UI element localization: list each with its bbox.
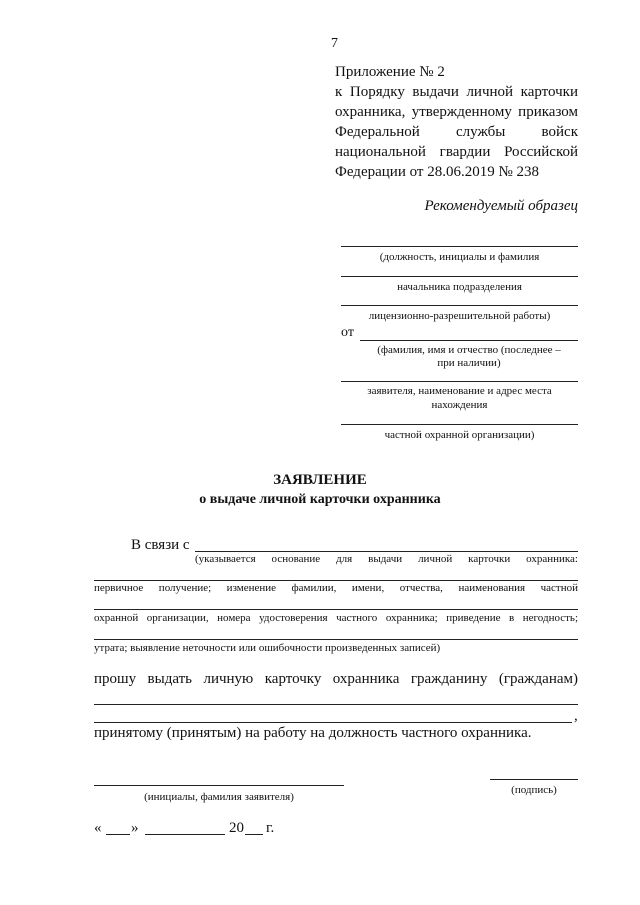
signature-line[interactable] — [490, 779, 578, 780]
addressee-line-2[interactable] — [341, 276, 578, 277]
date-close-quote: » — [131, 820, 139, 836]
appendix-line-3: охранника, утвержденному приказом — [335, 104, 578, 120]
from-label: от — [341, 325, 354, 340]
reason-hint-1: (указывается основание для выдачи личной карточки охранника: — [195, 553, 578, 565]
applicant-caption-b: при наличии) — [437, 357, 501, 369]
applicant-caption-a: (фамилия, имя и отчество (последнее – — [377, 344, 561, 356]
request-line-1: прошу выдать личную карточку охранника гражданину (гражданам) — [94, 671, 578, 687]
date-open-quote: « — [94, 820, 102, 836]
reason-hint-3: охранной организации, номера удостоверения частного охранника; приведение в негодность; — [94, 612, 578, 624]
reason-label: В связи с — [131, 537, 190, 553]
date-month-line[interactable] — [145, 834, 225, 835]
reason-line-1[interactable] — [195, 551, 578, 552]
date-year-line[interactable] — [245, 834, 263, 835]
appendix-line-1: Приложение № 2 — [335, 64, 445, 80]
reason-hint-4: утрата; выявление неточности или ошибочности произведенных записей) — [94, 642, 441, 654]
document-subtitle: о выдаче личной карточки охранника — [199, 492, 441, 507]
request-line-2: принятому (принятым) на работу на должность частного охранника. — [94, 725, 532, 741]
signature-caption: (подпись) — [511, 784, 557, 796]
appendix-line-5: национальной гвардии Российской — [335, 144, 578, 160]
reason-line-4[interactable] — [94, 639, 578, 640]
addressee-caption-1: (должность, инициалы и фамилия — [379, 251, 540, 263]
citizen-line-1[interactable] — [94, 704, 578, 705]
citizen-line-2[interactable] — [94, 722, 572, 723]
reason-line-3[interactable] — [94, 609, 578, 610]
addressee-caption-6: частной охранной организации) — [384, 429, 535, 441]
addressee-caption-5b: нахождения — [431, 399, 488, 411]
recommended-sample-label: Рекомендуемый образец — [424, 198, 578, 214]
page-number: 7 — [331, 36, 338, 51]
appendix-line-2: к Порядку выдачи личной карточки — [335, 84, 578, 100]
appendix-line-4: Федеральной службы войск — [335, 124, 578, 140]
applicant-name-signature-line[interactable] — [94, 785, 344, 786]
addressee-caption-5a: заявителя, наименование и адрес места — [367, 385, 552, 397]
request-comma: , — [574, 708, 578, 724]
addressee-caption-3: лицензионно-разрешительной работы) — [368, 310, 551, 322]
applicant-name-caption: (инициалы, фамилия заявителя) — [144, 791, 294, 803]
applicant-name-line[interactable] — [360, 340, 578, 341]
date-year-suffix: г. — [266, 820, 275, 836]
appendix-line-6: Федерации от 28.06.2019 № 238 — [335, 164, 540, 180]
document-title: ЗАЯВЛЕНИЕ — [273, 472, 367, 488]
addressee-line-6[interactable] — [341, 424, 578, 425]
addressee-line-1[interactable] — [341, 246, 578, 247]
addressee-caption-2: начальника подразделения — [397, 281, 522, 293]
reason-hint-2: первичное получение; изменение фамилии, имени, отчества, наименования частной — [94, 582, 578, 594]
addressee-line-3[interactable] — [341, 305, 578, 306]
appendix-header — [335, 62, 578, 182]
addressee-line-5[interactable] — [341, 381, 578, 382]
reason-line-2[interactable] — [94, 580, 578, 581]
date-day-line[interactable] — [106, 834, 130, 835]
date-year-prefix: 20 — [229, 820, 244, 836]
